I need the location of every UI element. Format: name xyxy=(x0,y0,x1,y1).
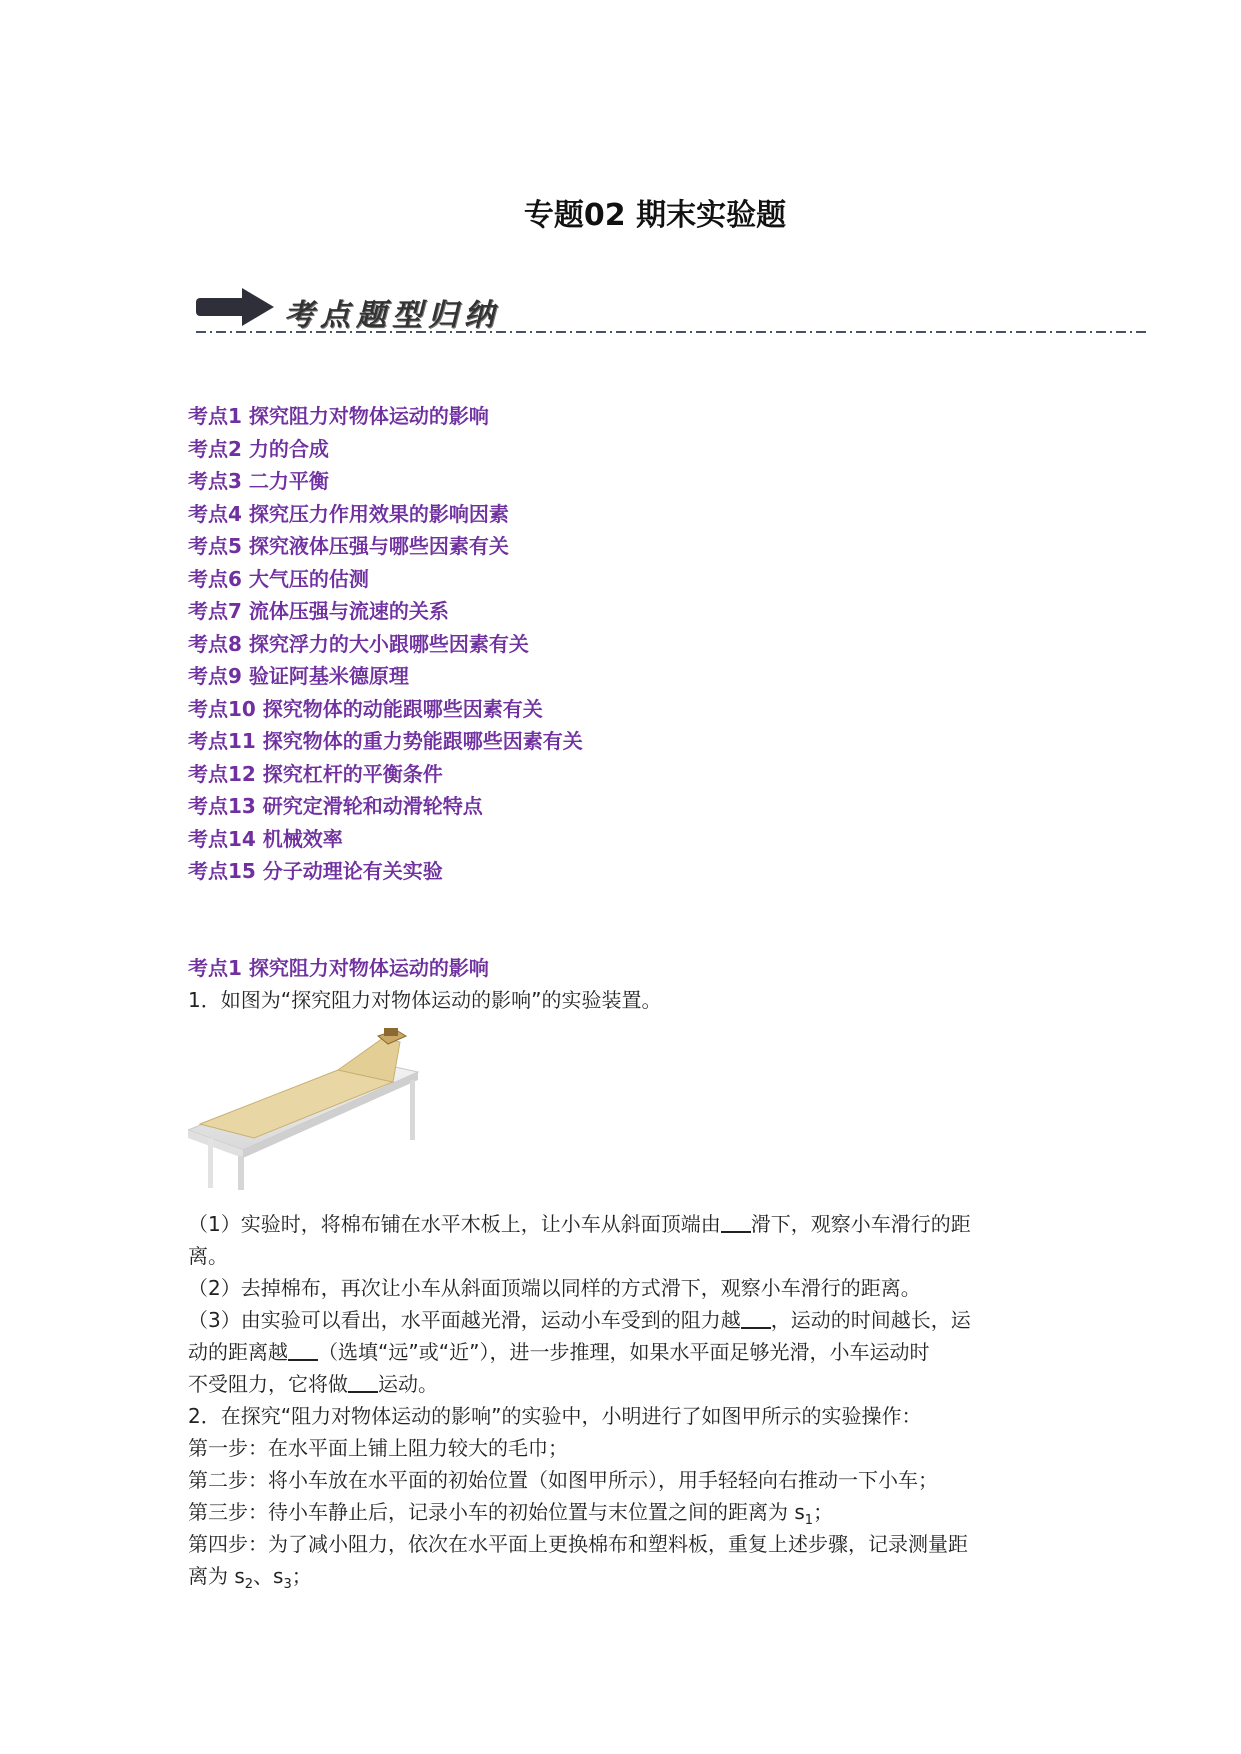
section-heading: 考点1 探究阻力对物体运动的影响 xyxy=(188,956,489,980)
answer-blank[interactable] xyxy=(721,1213,751,1233)
answer-blank[interactable] xyxy=(288,1341,318,1361)
page-title: 专题02 期末实验题 xyxy=(523,198,787,233)
question-2-stem: 2．在探究“阻力对物体运动的影响”的实验中，小明进行了如图甲所示的实验操作： xyxy=(188,1404,922,1428)
answer-blank[interactable] xyxy=(348,1373,378,1393)
topic-item: 考点8 探究浮力的大小跟哪些因素有关 xyxy=(188,631,529,656)
section-banner xyxy=(196,286,1146,336)
question-2-step-3: 第三步：待小车静止后，记录小车的初始位置与末位置之间的距离为 $s_1$； xyxy=(188,1500,834,1528)
question-2-step-4-cont: 离为 $s_2$、$s_3$； xyxy=(188,1564,312,1592)
topic-item: 考点4 探究压力作用效果的影响因素 xyxy=(188,501,509,526)
question-1-part-1-cont: 离。 xyxy=(188,1244,228,1268)
topic-item: 考点7 流体压强与流速的关系 xyxy=(188,599,449,623)
question-2-step-2: 第二步：将小车放在水平面的初始位置（如图甲所示），用手轻轻向右推动一下小车； xyxy=(188,1468,938,1492)
question-2-step-4: 第四步：为了减小阻力，依次在水平面上更换棉布和塑料板，重复上述步骤，记录测量距 xyxy=(188,1532,968,1556)
topic-item: 考点10 探究物体的动能跟哪些因素有关 xyxy=(188,696,543,721)
incline-experiment-figure xyxy=(188,1020,433,1190)
topic-item: 考点1 探究阻力对物体运动的影响 xyxy=(188,404,489,428)
topic-item: 考点14 机械效率 xyxy=(188,826,343,851)
topic-item: 考点9 验证阿基米德原理 xyxy=(188,664,409,688)
topic-item: 考点11 探究物体的重力势能跟哪些因素有关 xyxy=(188,729,583,753)
dash-dot-divider xyxy=(196,330,1146,334)
topic-item: 考点6 大气压的估测 xyxy=(188,566,369,591)
question-1-part-1: （1）实验时，将棉布铺在水平木板上，让小车从斜面顶端由 滑下，观察小车滑行的距 xyxy=(188,1212,971,1236)
topic-item: 考点2 力的合成 xyxy=(188,436,329,461)
topic-item: 考点12 探究杠杆的平衡条件 xyxy=(188,761,443,786)
question-1-part-3-end: 不受阻力，它将做 运动。 xyxy=(188,1372,438,1396)
answer-blank[interactable] xyxy=(741,1309,771,1329)
arrow-right-icon xyxy=(196,286,276,330)
question-1-part-2: （2）去掉棉布，再次让小车从斜面顶端以同样的方式滑下，观察小车滑行的距离。 xyxy=(188,1276,921,1300)
topic-item: 考点3 二力平衡 xyxy=(188,469,329,493)
banner-label: 考点题型归纳 xyxy=(284,298,500,333)
question-2-step-1: 第一步：在水平面上铺上阻力较大的毛巾； xyxy=(188,1436,568,1460)
topic-item: 考点5 探究液体压强与哪些因素有关 xyxy=(188,534,509,558)
question-1-stem: 1．如图为“探究阻力对物体运动的影响”的实验装置。 xyxy=(188,988,662,1012)
question-1-part-3-cont: 动的距离越 （选填“远”或“近”），进一步推理，如果水平面足够光滑，小车运动时 xyxy=(188,1340,930,1364)
topic-list xyxy=(188,400,583,888)
topic-item: 考点15 分子动理论有关实验 xyxy=(188,859,443,883)
question-1-part-3: （3）由实验可以看出，水平面越光滑，运动小车受到的阻力越 ，运动的时间越长，运 xyxy=(188,1308,971,1332)
topic-item: 考点13 研究定滑轮和动滑轮特点 xyxy=(188,794,483,818)
